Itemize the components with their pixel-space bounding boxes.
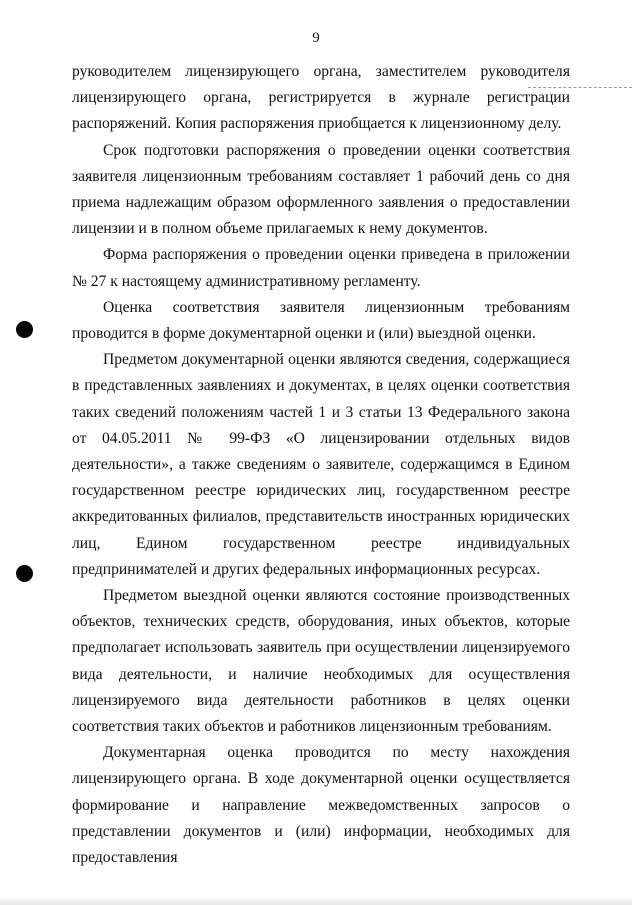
document-body xyxy=(72,59,570,871)
paragraph-4: Оценка соответствия заявителя лицензионным требованиям проводится в форме документарной оценки и (или) выездной оценки. xyxy=(72,298,570,343)
punch-hole-bottom xyxy=(16,565,33,582)
paragraph-7 xyxy=(72,740,570,871)
punch-hole-top xyxy=(16,321,33,338)
paragraph-3: Форма распоряжения о проведении оценки приведена в приложении № 27 к настоящему административному регламенту. xyxy=(72,246,570,290)
page-number: 9 xyxy=(312,30,320,46)
paragraph-6: Предметом выездной оценки являются состояние производственных объектов, технических средств, оборудования, иных объектов, которые предполагает использовать заявитель при осуществлении лицензируемого вида деятельности, и наличие необходимых для осуществления лицензируемого вида деятельности работников в целях оценки соответствия таких объектов и работников лицензионным требованиям. xyxy=(72,587,570,736)
paragraph-7-text: Документарная оценка проводится по месту нахождения лицензирующего органа. В ходе документарной оценки осуществляется формирование и направление межведомственных запросов о представлении документов и (или) информации, необходимых для предоставления xyxy=(72,744,570,867)
paragraph-5: Предметом документарной оценки являются сведения, содержащиеся в представленных заявлениях и документах, в целях оценки соответствия таких сведений положениям частей 1 и 3 статьи 13 Федерального закона от 04.05.2011 № 99-ФЗ «О лицензировании отдельных видов деятельности», а также сведениям о заявителе, содержащимся в Едином государственном реестре юридических лиц, государственном реестре аккредитованных филиалов, представительств иностранных юридических лиц, Едином государственном реестре индивидуальных предпринимателей и других федеральных информационных ресурсах. xyxy=(72,351,570,578)
paragraph-2: Срок подготовки распоряжения о проведении оценки соответствия заявителя лицензионным требованиям составляет 1 рабочий день со дня приема надлежащим образом оформленного заявления о предоставлении лицензии и в полном объеме прилагаемых к нему документов. xyxy=(72,141,570,238)
paragraph-1: руководителем лицензирующего органа, заместителем руководителя лицензирующего органа, регистрируется в журнале регистрации распоряжений. Копия распоряжения приобщается к лицензионному делу. xyxy=(72,63,570,133)
scan-bottom-edge xyxy=(0,897,632,905)
